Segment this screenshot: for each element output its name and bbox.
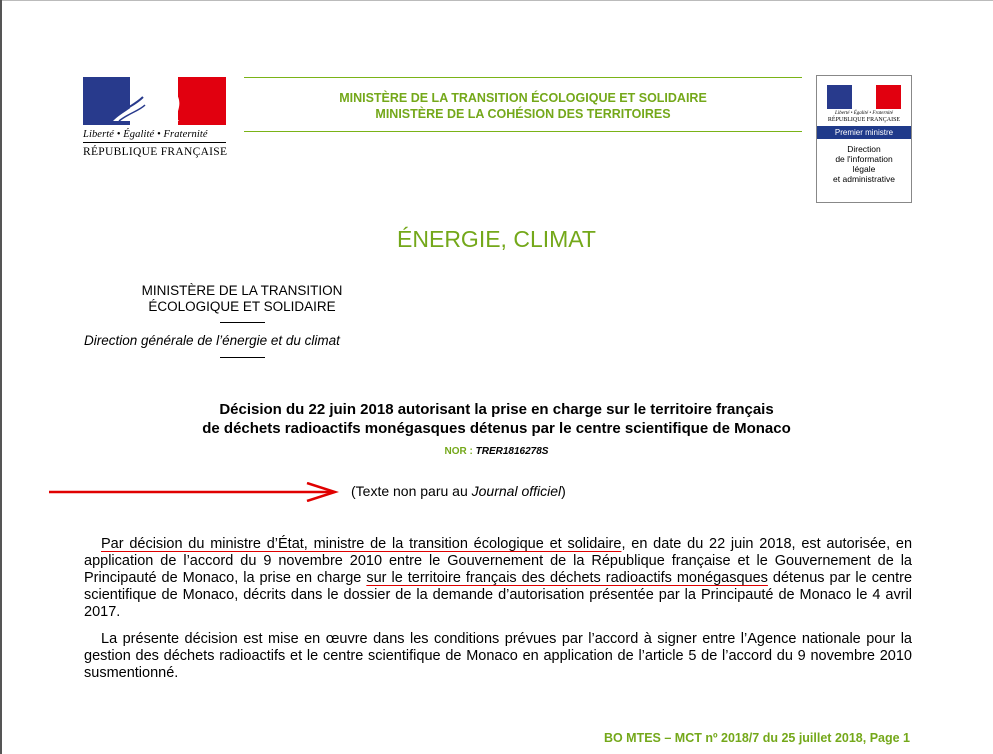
- logo-republic-name: RÉPUBLIQUE FRANÇAISE: [83, 146, 228, 158]
- dila-text: [817, 144, 911, 184]
- journal-officiel: Journal officiel: [471, 483, 562, 499]
- red-arrow-annotation: [49, 482, 339, 502]
- non-published-prefix: (Texte non paru au: [351, 483, 472, 499]
- separator-rule: [220, 357, 265, 358]
- republique-francaise-logo: [83, 77, 233, 158]
- marianne-profile-icon: [83, 77, 226, 125]
- section-title: ÉNERGIE, CLIMAT: [397, 226, 596, 252]
- nor-label: NOR :: [444, 446, 473, 457]
- logo-motto: Liberté • Égalité • Fraternité: [83, 129, 208, 140]
- dila-text-line4: et administrative: [833, 174, 895, 184]
- non-published-suffix: ): [561, 483, 566, 499]
- dila-logo-box: [816, 75, 912, 203]
- separator-rule: [220, 322, 265, 323]
- body-text-segment: détenus par le centre scientifique de Monaco, décrits dans le dossier de la demande d’autorisation présentée par la Principauté de Monaco le 4 avril 2017.: [84, 570, 913, 620]
- ministry-header-line2: MINISTÈRE DE LA COHÉSION DES TERRITOIRES: [375, 107, 671, 121]
- underlined-passage: sur le territoire français des déchets radioactifs monégasques: [366, 570, 768, 586]
- decision-body: [84, 536, 912, 682]
- body-text-segment: , en date du 22 juin 2018, est autorisée, en application de l’accord du 9 novembre 2010 entre le Gouvernement de la République française et le Gouvernement de la Principauté de Monaco, la prise en charge: [84, 536, 913, 586]
- dila-text-line1: Direction: [847, 144, 881, 154]
- issuing-ministry-line1: MINISTÈRE DE LA TRANSITION: [141, 283, 343, 298]
- decision-title: [0, 400, 993, 438]
- dila-motto: Liberté • Égalité • Fraternité: [835, 111, 893, 116]
- dila-premier-ministre: Premier ministre: [817, 126, 911, 139]
- dila-text-line2: de l'information: [835, 154, 893, 164]
- nor-value: TRER1816278S: [475, 446, 549, 457]
- dila-text-line3: légale: [852, 164, 876, 174]
- page-left-border: [0, 0, 2, 754]
- non-published-note: [351, 483, 566, 499]
- issuing-ministry-line2: ÉCOLOGIQUE ET SOLIDAIRE: [148, 299, 336, 314]
- nor-reference: [0, 446, 993, 457]
- logo-rule: [83, 142, 226, 143]
- body-paragraph-1: [84, 536, 912, 621]
- ministry-header: [244, 77, 802, 132]
- issuing-ministry: [102, 283, 382, 315]
- ministry-header-line1: MINISTÈRE DE LA TRANSITION ÉCOLOGIQUE ET SOLIDAIRE: [339, 91, 707, 105]
- issuing-direction: Direction générale de l’énergie et du climat: [84, 333, 340, 348]
- page-footer: BO MTES – MCT nº 2018/7 du 25 juillet 2018, Page 1: [603, 731, 910, 745]
- tricolor-flag-icon: [83, 77, 226, 125]
- decision-title-line2: de déchets radioactifs monégasques détenus par le centre scientifique de Monaco: [202, 420, 791, 437]
- decision-title-line1: Décision du 22 juin 2018 autorisant la prise en charge sur le territoire français: [219, 401, 774, 418]
- dila-republic: RÉPUBLIQUE FRANÇAISE: [827, 117, 901, 123]
- underlined-passage: Par décision du ministre d’État, ministre de la transition écologique et solidaire: [101, 536, 622, 552]
- dila-flag-icon: [827, 85, 901, 109]
- page-top-border: [0, 0, 993, 1]
- body-paragraph-2: La présente décision est mise en œuvre dans les conditions prévues par l’accord à signer entre l’Agence nationale pour la gestion des déchets radioactifs et le centre scientifique de Monaco en application de l’article 5 de l’accord du 9 novembre 2010 susmentionné.: [84, 631, 912, 681]
